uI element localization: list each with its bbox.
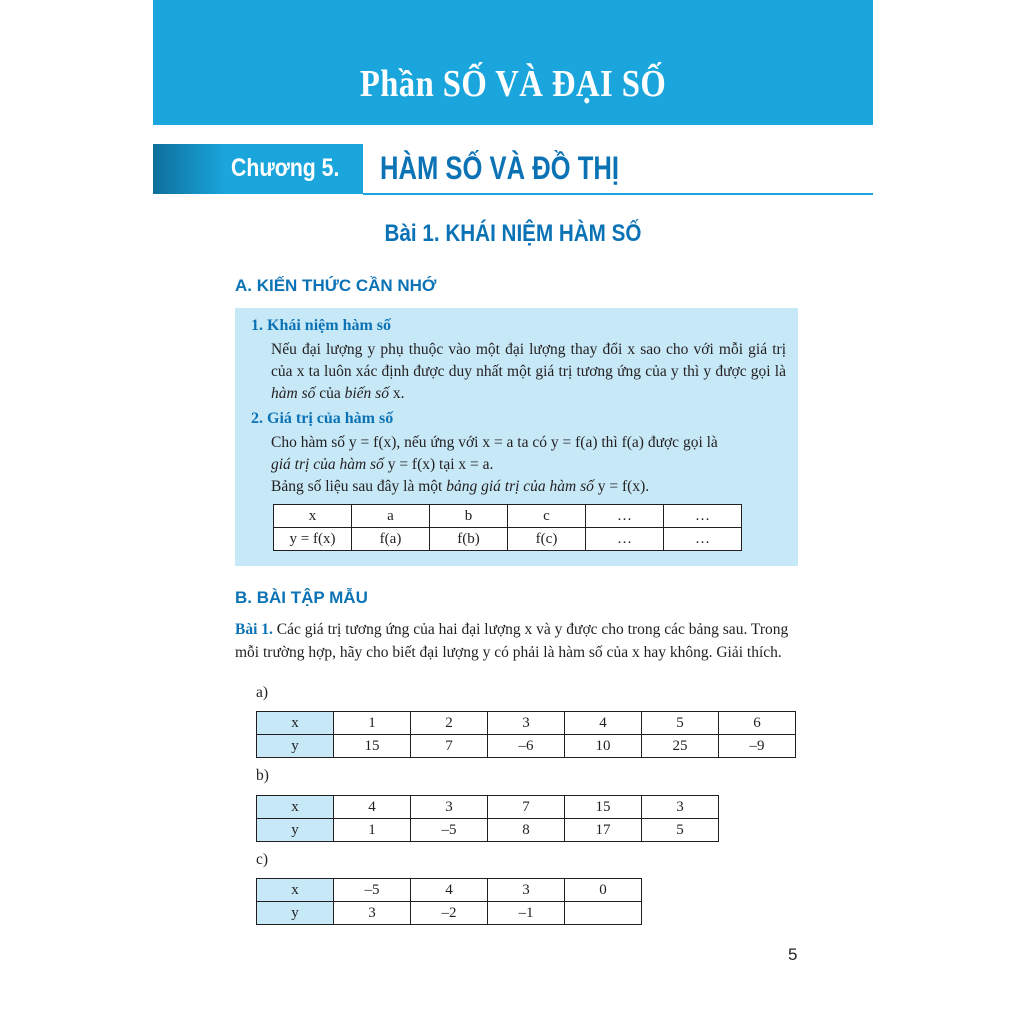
item2-text-part: y = f(x). (593, 478, 650, 495)
item2-italic-term: bảng giá trị của hàm số (446, 478, 594, 495)
table-row (257, 819, 719, 842)
textbook-page (153, 0, 873, 1024)
table-cell: 4 (334, 796, 411, 819)
table-row (257, 902, 642, 925)
table-cell: 2 (411, 712, 488, 735)
table-row (257, 796, 719, 819)
table-cell: … (586, 505, 664, 528)
lesson-title: Bài 1. KHÁI NIỆM HÀM SỐ (384, 220, 642, 247)
table-c (256, 878, 642, 925)
table-cell: 1 (334, 819, 411, 842)
table-cell: 10 (565, 735, 642, 758)
table-cell: 4 (565, 712, 642, 735)
table-cell: 3 (334, 902, 411, 925)
exercise-label: Bài 1. (235, 621, 273, 638)
table-cell: 25 (642, 735, 719, 758)
value-table (273, 504, 742, 551)
knowledge-box (235, 308, 798, 566)
table-cell: –5 (411, 819, 488, 842)
table-cell: 7 (488, 796, 565, 819)
table-cell: 7 (411, 735, 488, 758)
table-cell: … (664, 505, 742, 528)
table-cell: 3 (411, 796, 488, 819)
table-cell: x (257, 712, 334, 735)
item2-text-part: Bảng số liệu sau đây là một (271, 478, 447, 495)
subpart-a-label: a) (256, 684, 269, 701)
chapter-number: Chương 5. (231, 154, 340, 182)
item1-text-part: của (315, 385, 345, 402)
table-cell: 3 (642, 796, 719, 819)
table-cell: f(b) (430, 528, 508, 551)
table-cell: 5 (642, 712, 719, 735)
item1-title: 1. Khái niệm hàm số (251, 317, 392, 334)
item2-text (271, 432, 786, 498)
table-cell: x (257, 796, 334, 819)
item1-text (271, 339, 786, 405)
table-b (256, 795, 719, 842)
table-cell: 5 (642, 819, 719, 842)
table-row (257, 735, 796, 758)
item2-text-part: y = f(x) tại x = a. (383, 456, 494, 473)
table-cell: 0 (565, 879, 642, 902)
table-cell: 3 (488, 712, 565, 735)
table-cell: –9 (719, 735, 796, 758)
section-a-heading: A. KIẾN THỨC CẦN NHỚ (235, 276, 437, 295)
table-cell: y (257, 902, 334, 925)
table-cell: a (352, 505, 430, 528)
table-cell: –5 (334, 879, 411, 902)
table-cell: f(a) (352, 528, 430, 551)
table-cell: 1 (334, 712, 411, 735)
page-number: 5 (788, 945, 798, 964)
table-cell: c (508, 505, 586, 528)
subpart-c-label: c) (256, 851, 269, 868)
chapter-title: HÀM SỐ VÀ ĐỒ THỊ (380, 150, 619, 186)
item2-line3 (271, 476, 786, 498)
item1-italic-term: hàm số (271, 385, 316, 402)
value-table-row-x (274, 505, 742, 528)
table-cell: … (586, 528, 664, 551)
table-cell: –2 (411, 902, 488, 925)
table-cell: 15 (334, 735, 411, 758)
table-cell: 6 (719, 712, 796, 735)
item2-title: 2. Giá trị của hàm số (251, 410, 394, 427)
table-a (256, 711, 796, 758)
section-b-heading: B. BÀI TẬP MẪU (235, 588, 368, 607)
table-row (257, 712, 796, 735)
table-row (257, 879, 642, 902)
table-cell (565, 902, 642, 925)
table-cell: 15 (565, 796, 642, 819)
table-cell: 17 (565, 819, 642, 842)
table-cell: y = f(x) (274, 528, 352, 551)
item2-italic-term: giá trị của hàm số (271, 456, 384, 473)
part-title: Phần SỐ VÀ ĐẠI SỐ (359, 63, 667, 105)
table-cell: –1 (488, 902, 565, 925)
item1-text-part: Nếu đại lượng y phụ thuộc vào một đại lượng thay đổi x sao cho với mỗi giá trị của x ta luôn xác định được duy nhất một giá trị tương ứng của y thì y được gọi là (271, 341, 786, 380)
item1-text-part: x. (388, 385, 405, 402)
item2-line2 (271, 454, 786, 476)
table-cell: 3 (488, 879, 565, 902)
table-cell: b (430, 505, 508, 528)
table-cell: y (257, 735, 334, 758)
chapter-rule (363, 193, 873, 195)
item2-line1: Cho hàm số y = f(x), nếu ứng với x = a ta có y = f(a) thì f(a) được gọi là (271, 434, 718, 451)
exercise-text: Các giá trị tương ứng của hai đại lượng x và y được cho trong các bảng sau. Trong mỗi trường hợp, hãy cho biết đại lượng y có phải là hàm số của x hay không. Giải thích. (235, 621, 789, 661)
table-cell: f(c) (508, 528, 586, 551)
table-cell: 8 (488, 819, 565, 842)
table-cell: 4 (411, 879, 488, 902)
table-cell: x (274, 505, 352, 528)
subpart-b-label: b) (256, 767, 269, 784)
value-table-row-y (274, 528, 742, 551)
item1-italic-term: biến số (344, 385, 389, 402)
table-cell: –6 (488, 735, 565, 758)
table-cell: y (257, 819, 334, 842)
table-cell: … (664, 528, 742, 551)
exercise-intro (235, 618, 798, 664)
table-cell: x (257, 879, 334, 902)
